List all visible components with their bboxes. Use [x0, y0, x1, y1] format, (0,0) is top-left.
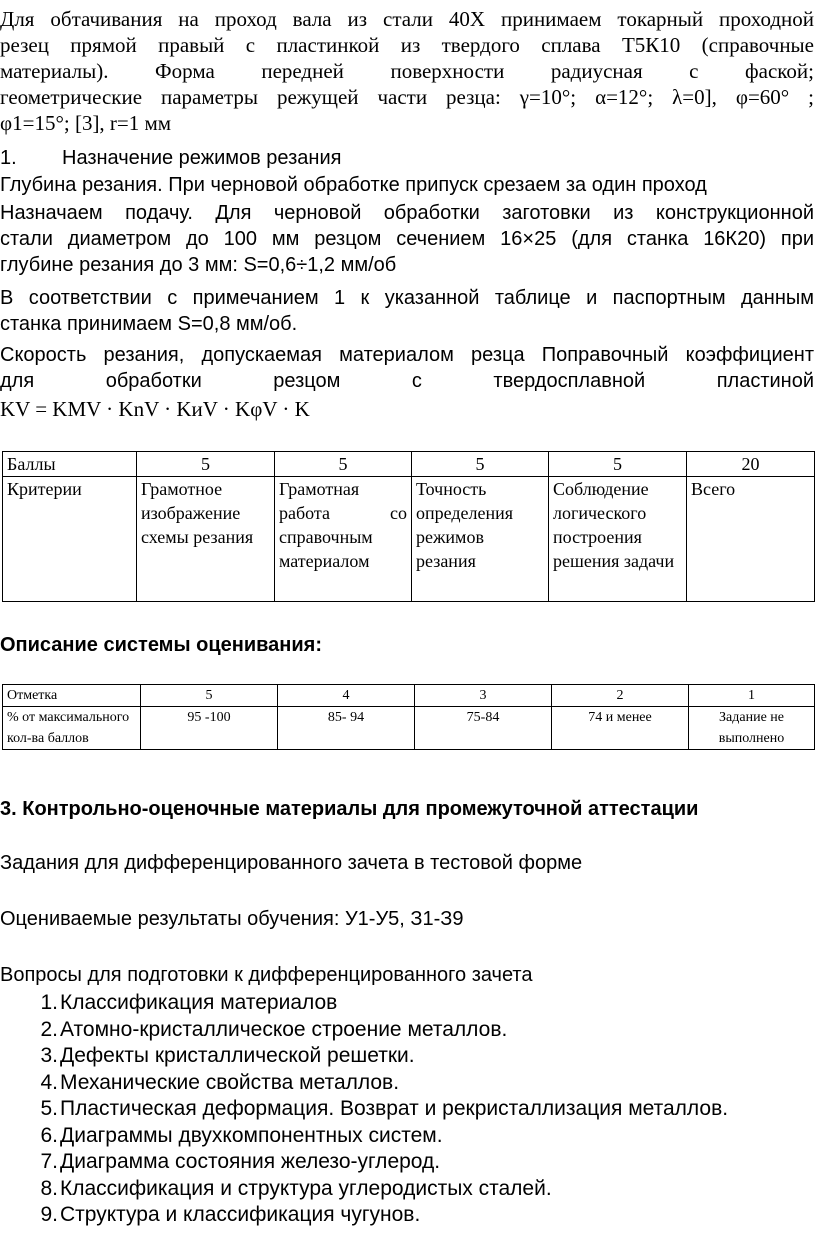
list-item: 1.Классификация материалов [40, 991, 338, 1014]
table-row [3, 477, 815, 602]
table-row [3, 452, 815, 477]
test-tasks-line [0, 850, 814, 876]
outcomes-text: Оцениваемые результаты обучения: У1-У5, З1-З9 [0, 908, 464, 930]
points-cell: 5 [549, 452, 687, 477]
section-3-heading-text: 3. Контрольно-оценочные материалы для промежуточной аттестации [0, 798, 699, 820]
list-item: 5.Пластическая деформация. Возврат и рекристаллизация металлов. [40, 1097, 729, 1120]
section-1-number: 1. [0, 147, 17, 169]
intro-paragraph [0, 6, 814, 136]
points-cell: 5 [137, 452, 275, 477]
range-cell: 74 и менее [552, 707, 689, 750]
list-item: 8.Классификация и структура углеродистых сталей. [40, 1176, 552, 1200]
question-text: Диаграммы двухкомпонентных систем. [60, 1123, 443, 1147]
feed-line: стали диаметром до 100 мм резцом сечением 16×25 (для станка 16К20) при [0, 228, 814, 250]
questions-title [0, 962, 814, 988]
question-text: Дефекты кристаллической решетки. [60, 1044, 415, 1067]
points-row-label: Баллы [3, 452, 137, 477]
speed-line: Скорость резания, допускаемая материалом резца Поправочный коэффициент [0, 344, 814, 366]
questions-list [0, 990, 814, 1229]
table-row [3, 707, 815, 750]
feed-line: глубине резания до 3 мм: S=0,6÷1,2 мм/об [0, 254, 397, 276]
question-text: Структура и классификация чугунов. [60, 1203, 421, 1226]
mark-cell: 5 [141, 685, 278, 707]
criteria-cell: Грамотная работа со справочным материалом [275, 477, 412, 602]
section-1-title: Назначение режимов резания [62, 147, 342, 169]
accept-paragraph [0, 285, 814, 337]
criteria-cell: Соблюдение логического построения решения задачи [549, 477, 687, 602]
table-row [3, 685, 815, 707]
list-item: 3.Дефекты кристаллической решетки. [40, 1044, 415, 1067]
scores-table [2, 451, 815, 602]
speed-formula [0, 396, 814, 422]
speed-paragraph [0, 342, 814, 394]
list-item: 2.Атомно-кристаллическое строение металлов. [40, 1017, 508, 1041]
criteria-total-cell: Всего [687, 477, 815, 602]
section-3-heading [0, 796, 814, 822]
accept-line: станка принимаем S=0,8 мм/об. [0, 313, 298, 335]
question-text: Диаграмма состояния железо-углерод. [60, 1150, 441, 1173]
range-cell: Задание не выполнено [689, 707, 815, 750]
range-cell: 95 -100 [141, 707, 278, 750]
feed-paragraph [0, 200, 814, 278]
intro-line: φ1=15°; [3], r=1 мм [0, 111, 172, 135]
question-text: Механические свойства металлов. [60, 1070, 400, 1094]
depth-line [0, 172, 814, 198]
grading-heading-text: Описание системы оценивания: [0, 634, 322, 656]
intro-line: материалы). Форма передней поверхности радиусная с фаской; [0, 59, 814, 83]
criteria-cell: Грамотное изображение схемы резания [137, 477, 275, 602]
question-text: Пластическая деформация. Возврат и рекристаллизация металлов. [60, 1097, 729, 1120]
points-cell: 5 [412, 452, 549, 477]
test-tasks-text: Задания для дифференцированного зачета в тестовой форме [0, 852, 583, 874]
depth-text: Глубина резания. При черновой обработке припуск срезаем за один проход [0, 174, 707, 196]
grading-table [2, 684, 815, 750]
mark-row-label: Отметка [3, 685, 141, 707]
criteria-row-label: Критерии [3, 477, 137, 602]
intro-line: резец прямой правый с пластинкой из твердого сплава Т5К10 (справочные [0, 33, 814, 57]
range-row-label: % от максимального кол-ва баллов [3, 707, 141, 750]
mark-cell: 1 [689, 685, 815, 707]
range-cell: 85- 94 [278, 707, 415, 750]
feed-line: Назначаем подачу. Для черновой обработки заготовки из конструкционной [0, 202, 814, 224]
points-total-cell: 20 [687, 452, 815, 477]
range-cell: 75-84 [415, 707, 552, 750]
speed-line: для обработки резцом с твердосплавной пластиной [0, 370, 814, 392]
points-cell: 5 [275, 452, 412, 477]
list-item: 4.Механические свойства металлов. [40, 1070, 400, 1094]
formula-text: KV = KMV · KnV · KиV · KφV · K [0, 397, 310, 421]
questions-title-text: Вопросы для подготовки к дифференцированного зачета [0, 964, 533, 986]
section-1-heading [0, 145, 814, 171]
accept-line: В соответствии с примечанием 1 к указанной таблице и паспортным данным [0, 287, 814, 309]
question-text: Классификация и структура углеродистых сталей. [60, 1176, 552, 1200]
question-text: Атомно-кристаллическое строение металлов. [60, 1017, 508, 1041]
intro-line: Для обтачивания на проход вала из стали 40Х принимаем токарный проходной [0, 7, 814, 31]
list-item: 7.Диаграмма состояния железо-углерод. [40, 1150, 441, 1173]
mark-cell: 4 [278, 685, 415, 707]
question-text: Классификация материалов [60, 991, 338, 1014]
mark-cell: 3 [415, 685, 552, 707]
grading-heading [0, 632, 814, 658]
list-item: 9.Структура и классификация чугунов. [40, 1203, 421, 1226]
criteria-cell: Точность определения режимов резания [412, 477, 549, 602]
mark-cell: 2 [552, 685, 689, 707]
intro-line: геометрические параметры режущей части резца: γ=10°; α=12°; λ=0], φ=60° ; [0, 85, 814, 109]
list-item: 6.Диаграммы двухкомпонентных систем. [40, 1123, 443, 1147]
outcomes-line [0, 906, 814, 932]
